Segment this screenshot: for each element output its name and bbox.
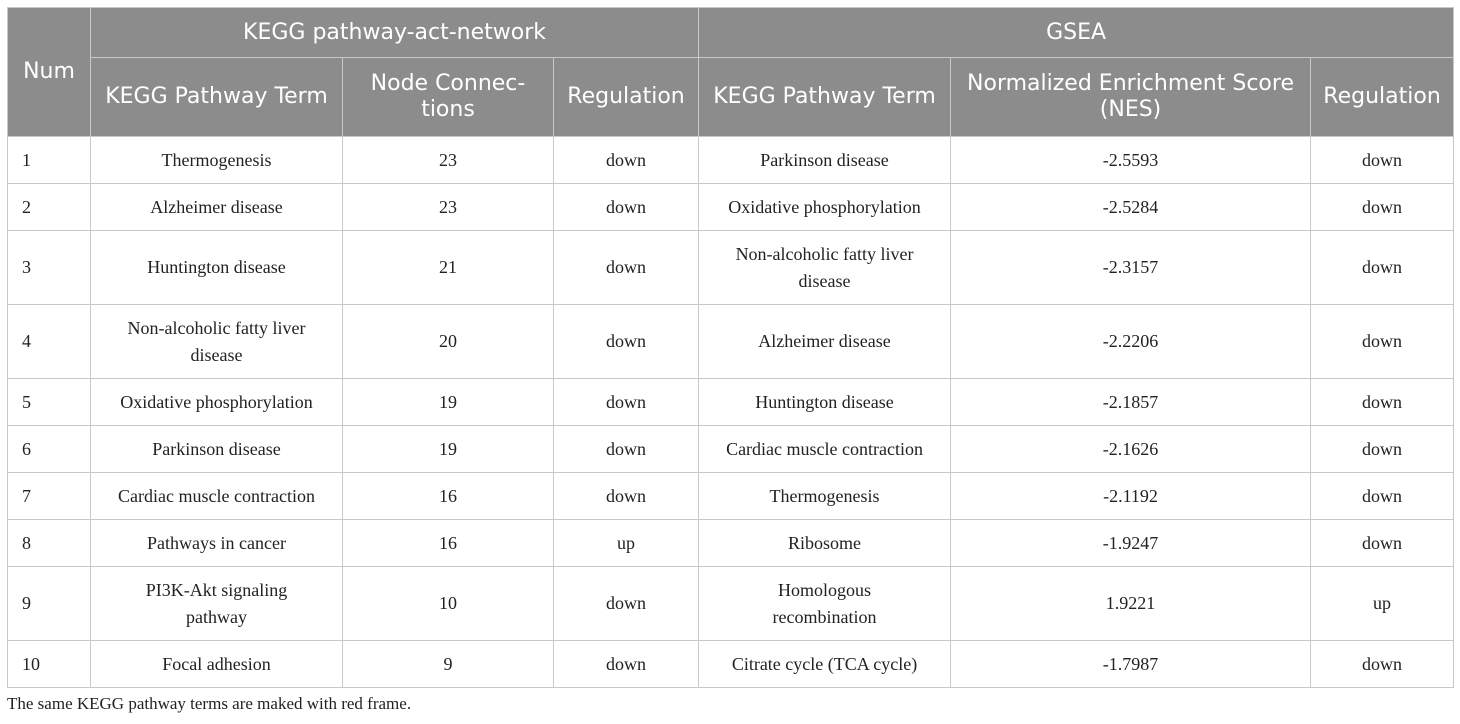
header-right-term: KEGG Pathway Term	[699, 58, 951, 137]
cell-nes: -1.9247	[951, 520, 1311, 567]
cell-right-regulation: down	[1311, 473, 1454, 520]
cell-right-regulation: down	[1311, 231, 1454, 305]
table-row	[8, 184, 1454, 231]
cell-nes: -2.1857	[951, 379, 1311, 426]
table-row	[8, 641, 1454, 688]
table-row	[8, 426, 1454, 473]
header-nes: Normalized Enrichment Score (NES)	[951, 58, 1311, 137]
cell-right-term: Ribosome	[699, 520, 951, 567]
cell-left-term: Alzheimer disease	[91, 184, 343, 231]
cell-node-connections: 20	[343, 305, 554, 379]
cell-left-regulation: up	[554, 520, 699, 567]
cell-node-connections: 23	[343, 184, 554, 231]
cell-nes: 1.9221	[951, 567, 1311, 641]
header-column-row	[8, 58, 1454, 137]
cell-left-term: Thermogenesis	[91, 137, 343, 184]
cell-right-regulation: down	[1311, 184, 1454, 231]
cell-right-term: Non-alcoholic fatty liver disease	[699, 231, 951, 305]
cell-left-regulation: down	[554, 231, 699, 305]
cell-node-connections: 16	[343, 473, 554, 520]
cell-left-regulation: down	[554, 379, 699, 426]
cell-right-term: Alzheimer disease	[699, 305, 951, 379]
cell-left-term: Pathways in cancer	[91, 520, 343, 567]
header-group-gsea: GSEA	[699, 8, 1454, 58]
cell-right-regulation: down	[1311, 379, 1454, 426]
cell-left-regulation: down	[554, 137, 699, 184]
cell-nes: -2.1626	[951, 426, 1311, 473]
cell-num: 4	[8, 305, 91, 379]
cell-left-term: Cardiac muscle contraction	[91, 473, 343, 520]
cell-right-term: Homologous recombination	[699, 567, 951, 641]
header-group-kegg-network: KEGG pathway-act-network	[91, 8, 699, 58]
cell-left-term: Oxidative phosphorylation	[91, 379, 343, 426]
table-row	[8, 473, 1454, 520]
cell-right-regulation: down	[1311, 137, 1454, 184]
cell-left-term: PI3K-Akt signaling pathway	[91, 567, 343, 641]
cell-node-connections: 19	[343, 379, 554, 426]
header-right-regulation: Regulation	[1311, 58, 1454, 137]
table-row	[8, 305, 1454, 379]
cell-left-regulation: down	[554, 426, 699, 473]
table-row	[8, 231, 1454, 305]
cell-node-connections: 16	[343, 520, 554, 567]
table-row	[8, 567, 1454, 641]
cell-node-connections: 23	[343, 137, 554, 184]
cell-left-regulation: down	[554, 473, 699, 520]
cell-right-regulation: down	[1311, 641, 1454, 688]
cell-right-term: Huntington disease	[699, 379, 951, 426]
kegg-gsea-table	[7, 7, 1454, 688]
cell-num: 5	[8, 379, 91, 426]
cell-left-regulation: down	[554, 641, 699, 688]
cell-right-term: Parkinson disease	[699, 137, 951, 184]
cell-num: 3	[8, 231, 91, 305]
cell-left-term: Focal adhesion	[91, 641, 343, 688]
cell-num: 1	[8, 137, 91, 184]
cell-num: 6	[8, 426, 91, 473]
table-row	[8, 379, 1454, 426]
table-row	[8, 137, 1454, 184]
cell-num: 9	[8, 567, 91, 641]
cell-right-regulation: down	[1311, 305, 1454, 379]
cell-right-term: Citrate cycle (TCA cycle)	[699, 641, 951, 688]
cell-nes: -2.2206	[951, 305, 1311, 379]
cell-right-term: Thermogenesis	[699, 473, 951, 520]
cell-num: 8	[8, 520, 91, 567]
cell-left-term: Parkinson disease	[91, 426, 343, 473]
cell-nes: -2.3157	[951, 231, 1311, 305]
cell-left-regulation: down	[554, 184, 699, 231]
header-group-row	[8, 8, 1454, 58]
cell-nes: -2.5284	[951, 184, 1311, 231]
cell-left-regulation: down	[554, 305, 699, 379]
cell-node-connections: 21	[343, 231, 554, 305]
cell-nes: -1.7987	[951, 641, 1311, 688]
cell-nes: -2.5593	[951, 137, 1311, 184]
cell-right-regulation: down	[1311, 520, 1454, 567]
header-num: Num	[8, 8, 91, 137]
cell-node-connections: 19	[343, 426, 554, 473]
cell-num: 2	[8, 184, 91, 231]
cell-node-connections: 10	[343, 567, 554, 641]
cell-left-term: Non-alcoholic fatty liver disease	[91, 305, 343, 379]
cell-num: 10	[8, 641, 91, 688]
table-footnote: The same KEGG pathway terms are maked with red frame.	[7, 694, 412, 713]
header-node-connections: Node Connec- tions	[343, 58, 554, 137]
cell-num: 7	[8, 473, 91, 520]
cell-left-regulation: down	[554, 567, 699, 641]
cell-node-connections: 9	[343, 641, 554, 688]
header-left-regulation: Regulation	[554, 58, 699, 137]
cell-right-term: Oxidative phosphorylation	[699, 184, 951, 231]
table-row	[8, 520, 1454, 567]
cell-right-regulation: up	[1311, 567, 1454, 641]
cell-left-term: Huntington disease	[91, 231, 343, 305]
cell-right-regulation: down	[1311, 426, 1454, 473]
cell-right-term: Cardiac muscle contraction	[699, 426, 951, 473]
cell-nes: -2.1192	[951, 473, 1311, 520]
header-left-term: KEGG Pathway Term	[91, 58, 343, 137]
